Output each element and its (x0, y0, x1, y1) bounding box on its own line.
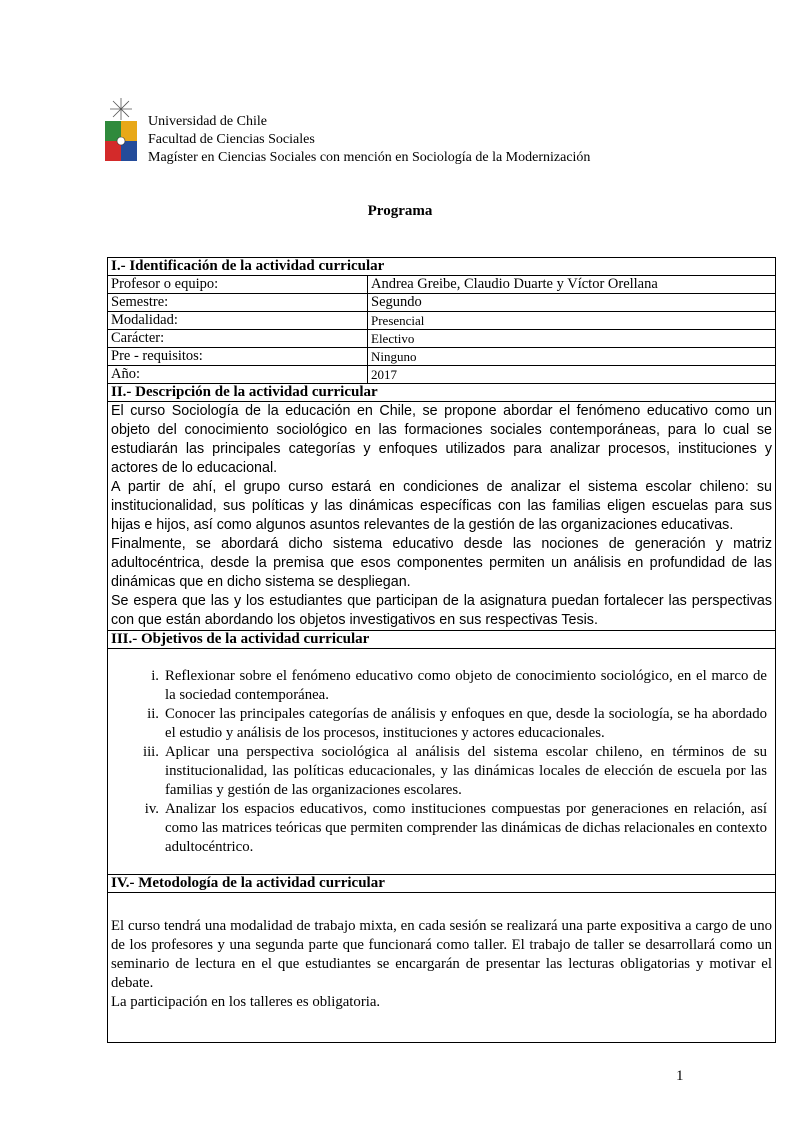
table-row (108, 312, 776, 330)
row-value: Presencial (368, 312, 776, 330)
page-title: Programa (367, 203, 433, 219)
list-item: iii. Aplicar una perspectiva sociológica al análisis del sistema escolar chileno, en términos de su institucionalidad, las políticas educacionales, y las dinámicas locales de elección de escuela por las familias y gestión de las organizaciones escolares. (142, 744, 767, 798)
table-row (108, 276, 776, 294)
row-label: Carácter: (108, 330, 368, 348)
objectives-body (108, 649, 776, 875)
row-value: Segundo (368, 294, 776, 312)
list-item: i. Reflexionar sobre el fenómeno educativo como objeto de conocimiento sociológico, en el marco de la sociedad contemporánea. (151, 668, 767, 703)
row-label: Modalidad: (108, 312, 368, 330)
section-heading: II.- Descripción de la actividad curricular (108, 384, 776, 402)
institution-header (148, 113, 590, 167)
program-name: Magíster en Ciencias Sociales con mención en Sociología de la Modernización (148, 150, 591, 165)
methodology-body (108, 893, 776, 1043)
paragraph: El curso Sociología de la educación en Chile, se propone abordar el fenómeno educativo como un objeto del conocimiento sociológico en las formaciones sociales contemporáneas, para lo cual se estudiarán las principales categorías y enfoques utilizados para analizar procesos, instituciones y actores de lo educacional. (111, 403, 772, 476)
paragraph: Finalmente, se abordará dicho sistema educativo desde las nociones de generación y matriz adultocéntrica, desde la premisa que esos componentes permiten un análisis en profundidad de las dinámicas que en dicho sistema se despliegan. (111, 536, 772, 590)
row-value: Andrea Greibe, Claudio Duarte y Víctor Orellana (368, 276, 776, 294)
row-value: Ninguno (368, 348, 776, 366)
university-name: Universidad de Chile (148, 114, 267, 129)
table-row (108, 366, 776, 384)
section-heading: I.- Identificación de la actividad curricular (108, 258, 776, 276)
paragraph: El curso tendrá una modalidad de trabajo mixta, en cada sesión se realizará una parte expositiva a cargo de uno de los profesores y una segunda parte que funcionará como taller. El trabajo de taller se desarrollará como un seminario de lectura en el que estudiantes se encargarán de presentar las lecturas obligatorias y motivar el debate. (111, 918, 772, 991)
row-value: Electivo (368, 330, 776, 348)
section-heading: III.- Objetivos de la actividad curricular (108, 631, 776, 649)
list-item: iv. Analizar los espacios educativos, como instituciones compuestas por generaciones en relación, así como las matrices teóricas que permiten comprender las dinámicas de dichas relacionales en contexto adultocéntrico. (144, 801, 767, 855)
curriculum-table (107, 257, 776, 1043)
row-label: Pre - requisitos: (108, 348, 368, 366)
section-heading: IV.- Metodología de la actividad curricular (108, 875, 776, 893)
paragraph: La participación en los talleres es obligatoria. (111, 994, 381, 1010)
objectives-list (111, 667, 772, 857)
row-value: 2017 (368, 366, 776, 384)
table-row (108, 348, 776, 366)
description-body (108, 402, 776, 631)
faculty-name: Facultad de Ciencias Sociales (148, 132, 315, 147)
row-label: Semestre: (108, 294, 368, 312)
table-row (108, 330, 776, 348)
table-row (108, 294, 776, 312)
list-item: ii. Conocer las principales categorías de análisis y enfoques en que, desde la sociología, se ha abordado el estudio y análisis de los procesos, instituciones y actores educacionales. (147, 706, 767, 741)
paragraph: Se espera que las y los estudiantes que participan de la asignatura puedan fortalecer las perspectivas con que están abordando los objetos investigativos en sus respectivas Tesis. (111, 593, 772, 628)
paragraph: A partir de ahí, el grupo curso estará en condiciones de analizar el sistema escolar chileno: su institucionalidad, sus políticas y las dinámicas específicas con las familias eligen escuelas para sus hijas e hijos, así como algunos asuntos relevantes de la gestión de las organizaciones educativas. (111, 479, 772, 533)
row-label: Profesor o equipo: (108, 276, 368, 294)
row-label: Año: (108, 366, 368, 384)
page-number: 1 (676, 1068, 684, 1084)
university-crest-logo (103, 96, 139, 164)
